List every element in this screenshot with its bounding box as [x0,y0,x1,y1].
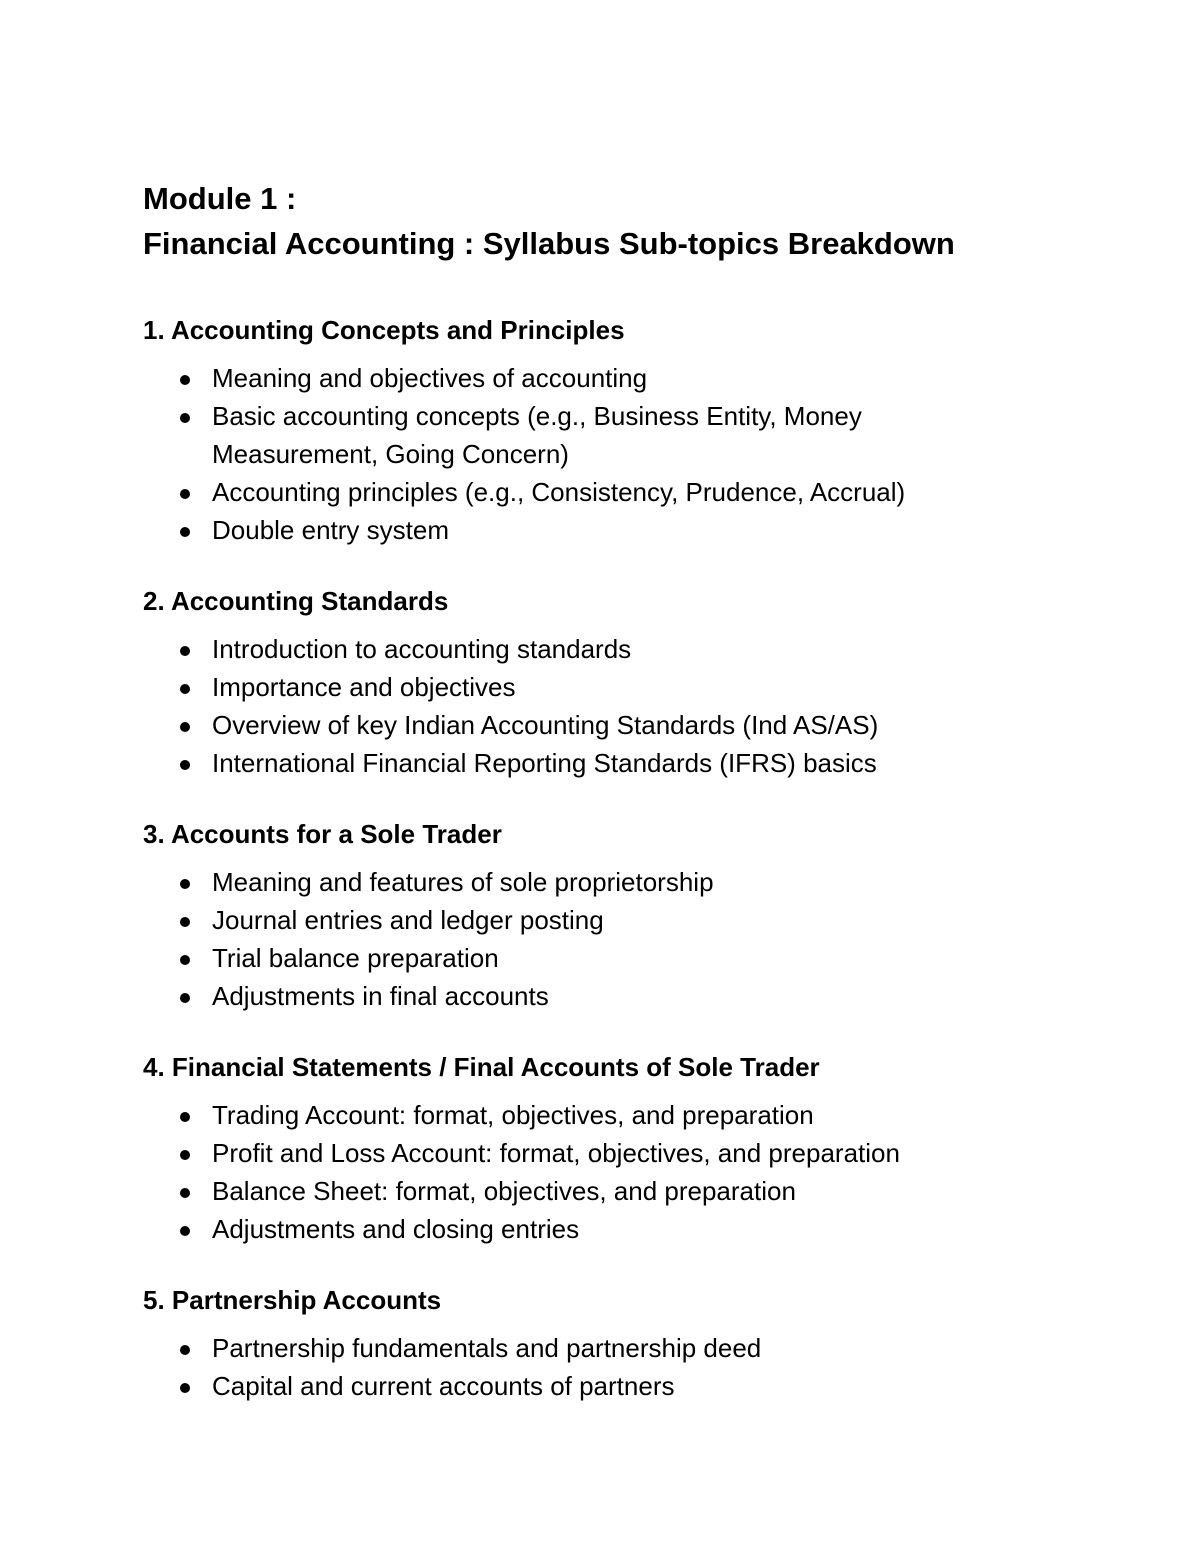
list-item [143,939,952,977]
list-item [143,630,952,668]
bullet-icon [180,993,190,1003]
bullet-icon [180,1383,190,1393]
list-item [143,706,952,744]
list-item [143,1210,952,1248]
list-item [143,1367,952,1405]
section-accounting-concepts [143,314,1103,549]
list-item-text: Meaning and objectives of accounting [212,363,648,393]
section-sole-trader-accounts [143,818,1103,1015]
list-item-text: Double entry system [212,515,449,545]
bullet-icon [180,646,190,656]
section-accounting-standards [143,585,1103,782]
document-title [143,176,1103,266]
bullet-icon [180,1345,190,1355]
bullet-icon [180,722,190,732]
bullet-icon [180,879,190,889]
list-item-text: Balance Sheet: format, objectives, and preparation [212,1176,796,1206]
list-item [143,397,952,473]
list-item [143,744,952,782]
document-page [143,176,1103,1441]
list-item-text: Meaning and features of sole proprietorship [212,867,714,897]
list-item [143,1096,952,1134]
bullet-icon [180,375,190,385]
list-item-text: Journal entries and ledger posting [212,905,604,935]
list-item-text: Adjustments in final accounts [212,981,549,1011]
list-item [143,1329,952,1367]
bullet-icon [180,1112,190,1122]
list-item-text: Adjustments and closing entries [212,1214,580,1244]
bullet-icon [180,917,190,927]
bullet-icon [180,527,190,537]
list-item [143,511,952,549]
section-heading: 1. Accounting Concepts and Principles [143,315,625,345]
bullet-icon [180,489,190,499]
bullet-icon [180,684,190,694]
list-item-text: Trading Account: format, objectives, and preparation [212,1100,814,1130]
bullet-icon [180,1150,190,1160]
bullet-list [143,863,1103,1015]
list-item-text: International Financial Reporting Standards (IFRS) basics [212,748,877,778]
title-line-subject: Financial Accounting : Syllabus Sub-topics Breakdown [143,226,955,261]
list-item-text: Importance and objectives [212,672,516,702]
list-item-text: Accounting principles (e.g., Consistency, Prudence, Accrual) [212,477,906,507]
list-item [143,1172,952,1210]
bullet-icon [180,955,190,965]
bullet-list [143,1329,1103,1405]
list-item [143,668,952,706]
section-financial-statements [143,1051,1103,1248]
list-item-text: Capital and current accounts of partners [212,1371,675,1401]
list-item-text: Overview of key Indian Accounting Standards (Ind AS/AS) [212,710,879,740]
bullet-icon [180,1226,190,1236]
bullet-icon [180,1188,190,1198]
title-line-module: Module 1 : [143,181,297,216]
section-heading: 5. Partnership Accounts [143,1285,442,1315]
bullet-list [143,359,1103,549]
section-heading: 2. Accounting Standards [143,586,449,616]
list-item-text: Basic accounting concepts (e.g., Business Entity, Money Measurement, Going Concern) [212,401,862,469]
bullet-icon [180,760,190,770]
list-item-text: Trial balance preparation [212,943,499,973]
section-heading: 3. Accounts for a Sole Trader [143,819,502,849]
list-item-text: Profit and Loss Account: format, objectives, and preparation [212,1138,900,1168]
list-item-text: Introduction to accounting standards [212,634,632,664]
section-partnership-accounts [143,1284,1103,1405]
list-item [143,863,952,901]
list-item [143,473,952,511]
section-heading: 4. Financial Statements / Final Accounts of Sole Trader [143,1052,820,1082]
bullet-icon [180,413,190,423]
list-item [143,1134,952,1172]
list-item [143,359,952,397]
list-item [143,977,952,1015]
bullet-list [143,1096,1103,1248]
list-item-text: Partnership fundamentals and partnership deed [212,1333,762,1363]
list-item [143,901,952,939]
bullet-list [143,630,1103,782]
